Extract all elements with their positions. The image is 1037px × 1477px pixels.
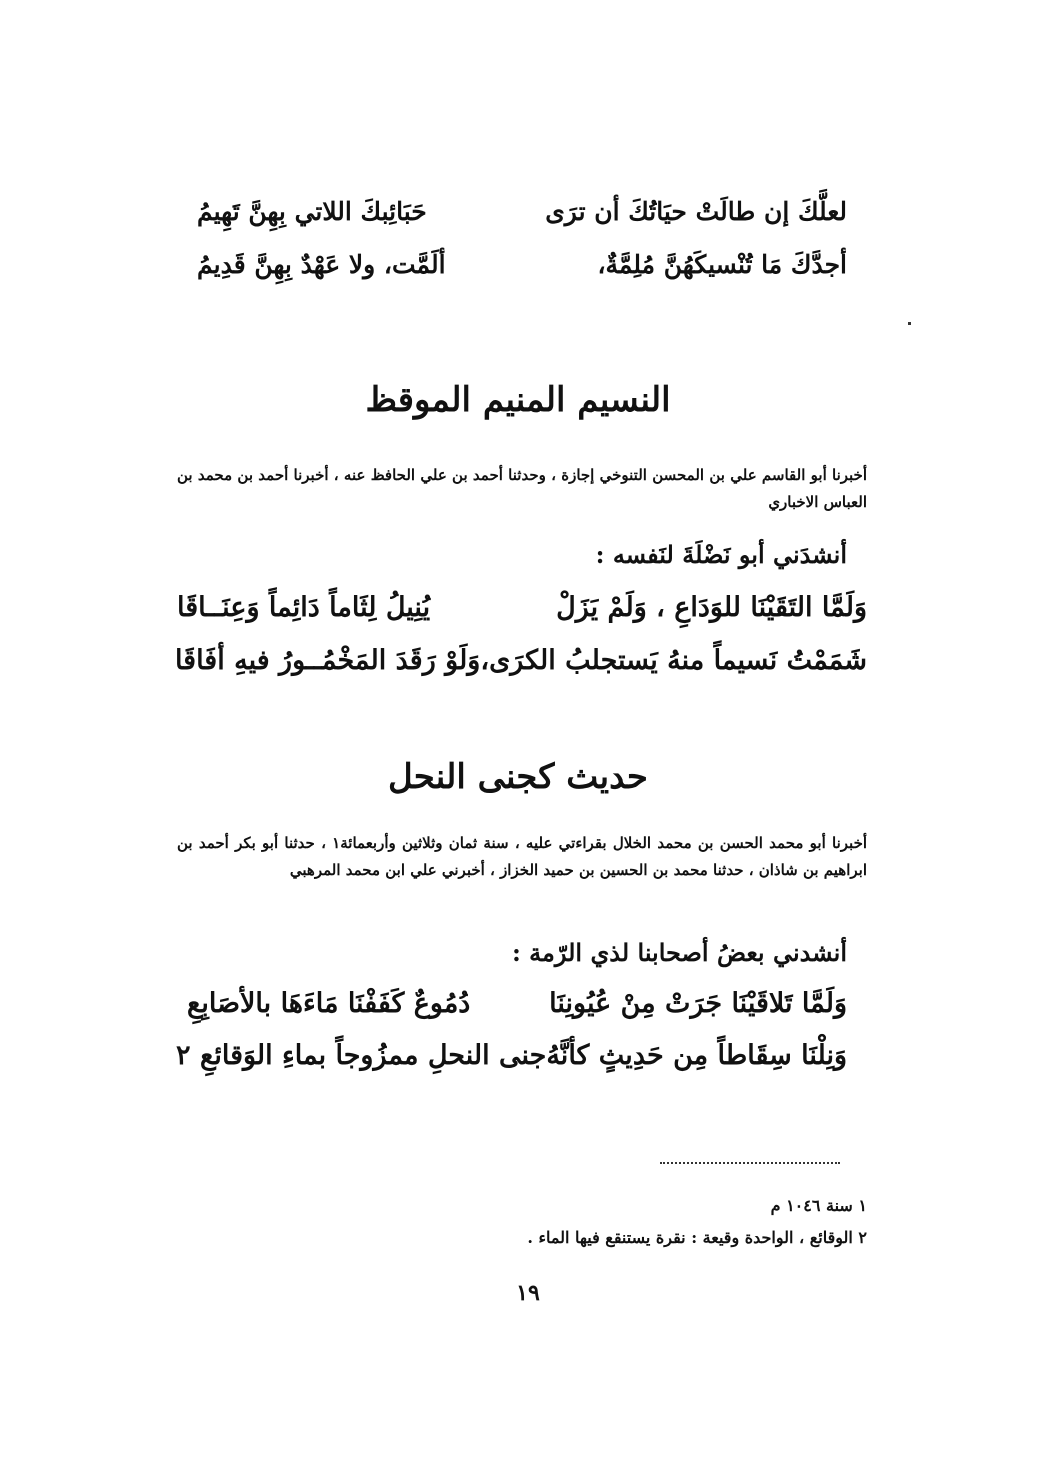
section2-title: حديث كجنى النحل bbox=[388, 757, 648, 797]
hemistich-second: وَلَوْ رَقَدَ المَخْمُــورُ فيهِ أفَاقَا bbox=[174, 645, 481, 676]
footnote-1: ١ سنة ١٠٤٦ م bbox=[770, 1196, 867, 1215]
section1-verse-2 bbox=[174, 645, 867, 676]
hemistich-second: جنى النحلِ ممزُوجاً بماءِ الوَقائعِ ٢ bbox=[176, 1040, 547, 1071]
section1-intro: أنشدَني أبو نَضْلَةَ لنَفسه : bbox=[595, 540, 847, 569]
poem1-verse-1 bbox=[197, 197, 847, 226]
section2-verse-1 bbox=[187, 988, 847, 1019]
hemistich-first: لعلَّكَ إن طالَتْ حيَاتُكَ أن ترَى bbox=[545, 197, 847, 226]
section1-verse-1 bbox=[177, 592, 867, 623]
footnote-2: ٢ الوقائع ، الواحدة وقيعة : نقرة يستنقع فيها الماء . bbox=[527, 1228, 867, 1247]
poem1-verse-2 bbox=[197, 250, 847, 279]
page-number: ١٩ bbox=[516, 1280, 540, 1306]
section1-title: النسيم المنيم الموقظ bbox=[365, 380, 671, 420]
hemistich-second: حَبَائِبكَ اللاتي بِهِنَّ تَهِيمُ bbox=[197, 197, 427, 226]
hemistich-first: وَلَمَّا التَقَيْنَا للوَدَاعِ ، وَلَمْ يَزَلْ bbox=[556, 592, 867, 623]
hemistich-first: أجدَّكَ مَا تُنْسيكَهُنَّ مُلِمَّةٌ، bbox=[597, 250, 847, 279]
section2-verse-2 bbox=[176, 1040, 847, 1071]
stray-mark bbox=[908, 322, 911, 325]
hemistich-first: وَنِلْنَا سِقَاطاً مِن حَدِيثٍ كأنَّهُ bbox=[546, 1040, 847, 1071]
footnote-separator bbox=[660, 1162, 840, 1164]
section1-isnad: أخبرنا أبو القاسم علي بن المحسن التنوخي إجازة ، وحدثنا أحمد بن علي الحافظ عنه ، أخبرنا أحمد بن محمد بن العباس الاخباري bbox=[177, 466, 867, 511]
section2-isnad: أخبرنا أبو محمد الحسن بن محمد الخلال بقراءتي عليه ، سنة ثمان وثلاثين وأربعمائة١ ، حدثنا أبو بكر أحمد بن ابراهيم بن شاذان ، حدثنا محمد بن الحسين بن حميد الخزاز ، أخبرني علي ابن محمد المرهبي bbox=[177, 834, 868, 879]
hemistich-first: وَلَمَّا تَلاقَيْنَا جَرَتْ مِنْ عُيُونِنَا bbox=[549, 988, 847, 1019]
hemistich-second: ألَمَّت، ولا عَهْدٌ بِهِنَّ قَدِيمُ bbox=[197, 250, 446, 279]
section2-intro: أنشدني بعضُ أصحابنا لذي الرّمة : bbox=[511, 938, 847, 967]
hemistich-first: شَمَمْتُ نَسيماً منهُ يَستجلبُ الكرَى، bbox=[480, 645, 867, 676]
hemistich-second: يُنِيلُ لِثَاماً دَائِماً وَعِنَــاقَا bbox=[177, 592, 431, 623]
hemistich-second: دُمُوعٌ كَفَفْنَا مَاءَهَا بالأصَابِعِ bbox=[187, 988, 471, 1019]
